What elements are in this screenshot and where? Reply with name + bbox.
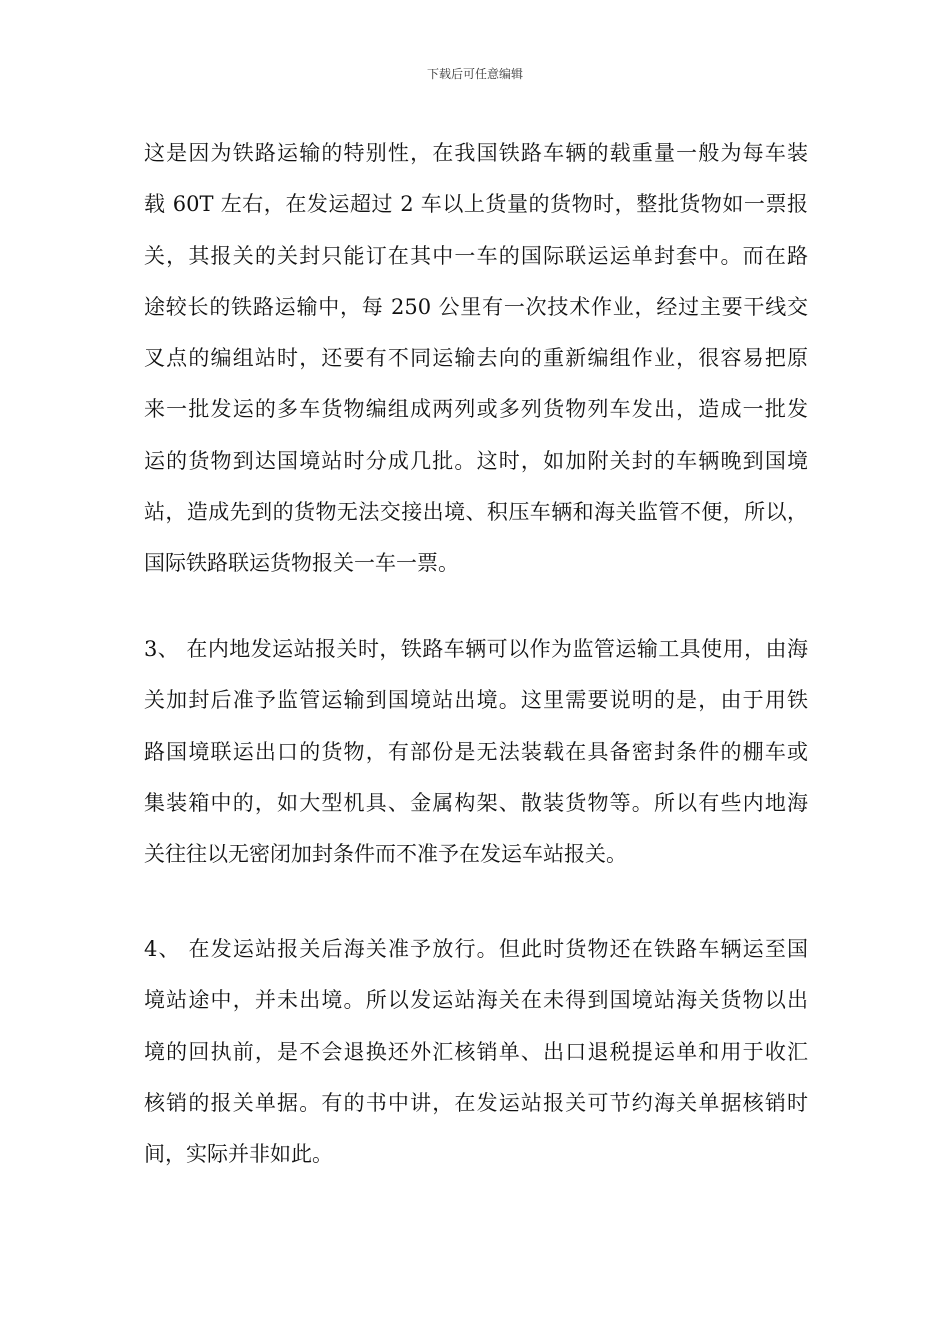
paragraph-railway-particularity: [144, 128, 808, 590]
text-line: 路国境联运出口的货物，有部份是无法装载在具备密封条件的棚车或: [144, 739, 808, 764]
text-line: 途较长的铁路运输中，每 250 公里有一次技术作业，经过主要干线交: [144, 294, 808, 319]
text-line: 来一批发运的多车货物编组成两列或多列货物列车发出，造成一批发: [144, 397, 808, 422]
text-line: 关，其报关的关封只能订在其中一车的国际联运运单封套中。而在路: [144, 243, 808, 268]
text-line: 这是因为铁路运输的特别性，在我国铁路车辆的载重量一般为每车装: [144, 141, 808, 165]
paragraph-item-4: [144, 924, 808, 1180]
text-line: 站，造成先到的货物无法交接出境、积压车辆和海关监管不便，所以，: [144, 500, 808, 525]
text-line: 集装箱中的，如大型机具、金属构架、散装货物等。所以有些内地海: [144, 790, 808, 815]
text-line: 叉点的编组站时，还要有不同运输去向的重新编组作业，很容易把原: [144, 346, 808, 371]
text-line: 3、 在内地发运站报关时，铁路车辆可以作为监管运输工具使用，由海: [144, 637, 808, 661]
text-line: 国际铁路联运货物报关一车一票。: [144, 551, 459, 576]
text-line: 关往往以无密闭加封条件而不准予在发运车站报关。: [144, 842, 627, 867]
paragraph-item-3: [144, 624, 808, 880]
text-line: 4、 在发运站报关后海关准予放行。但此时货物还在铁路车辆运至国: [144, 937, 808, 961]
text-line: 载 60T 左右，在发运超过 2 车以上货量的货物时，整批货物如一票报: [144, 192, 808, 217]
text-line: 核销的报关单据。有的书中讲，在发运站报关可节约海关单据核销时: [144, 1090, 808, 1115]
text-line: 间，实际并非如此。: [144, 1142, 333, 1167]
text-line: 关加封后准予监管运输到国境站出境。这里需要说明的是，由于用铁: [144, 688, 808, 713]
text-line: 境的回执前，是不会退换还外汇核销单、出口退税提运单和用于收汇: [144, 1039, 808, 1064]
text-line: 境站途中，并未出境。所以发运站海关在未得到国境站海关货物以出: [144, 988, 808, 1013]
page-header: 下载后可任意编辑: [426, 67, 523, 81]
text-line: 运的货物到达国境站时分成几批。这时，如加附关封的车辆晚到国境: [144, 448, 808, 473]
